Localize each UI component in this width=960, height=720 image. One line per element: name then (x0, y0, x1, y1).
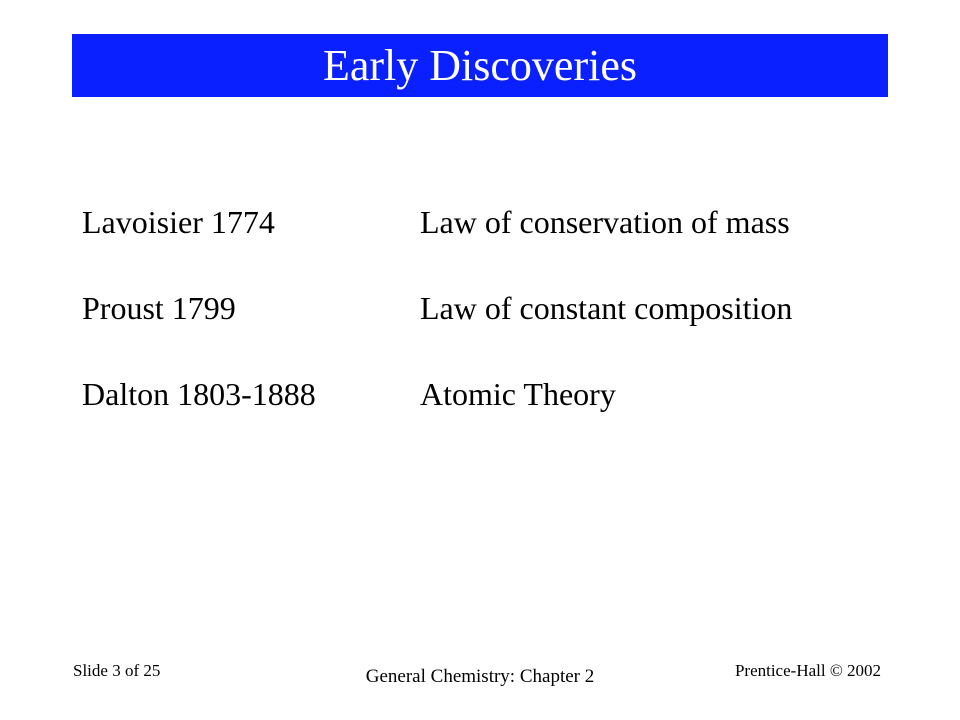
copyright-notice: Prentice-Hall © 2002 (734, 661, 881, 680)
discovery-row (0, 198, 960, 246)
scientist-label: Proust 1799 (82, 290, 236, 326)
slide-title: Early Discoveries (323, 40, 637, 90)
discovery-label: Atomic Theory (420, 376, 616, 412)
course-title: General Chemistry: Chapter 2 (365, 666, 595, 687)
slide-title-bar (72, 34, 888, 97)
scientist-label: Lavoisier 1774 (82, 204, 275, 240)
discovery-label: Law of conservation of mass (420, 204, 790, 240)
discovery-label: Law of constant composition (420, 290, 793, 326)
scientist-label: Dalton 1803-1888 (82, 376, 316, 412)
discovery-row (0, 284, 960, 332)
discovery-row (0, 370, 960, 418)
slide-number: Slide 3 of 25 (73, 661, 161, 680)
